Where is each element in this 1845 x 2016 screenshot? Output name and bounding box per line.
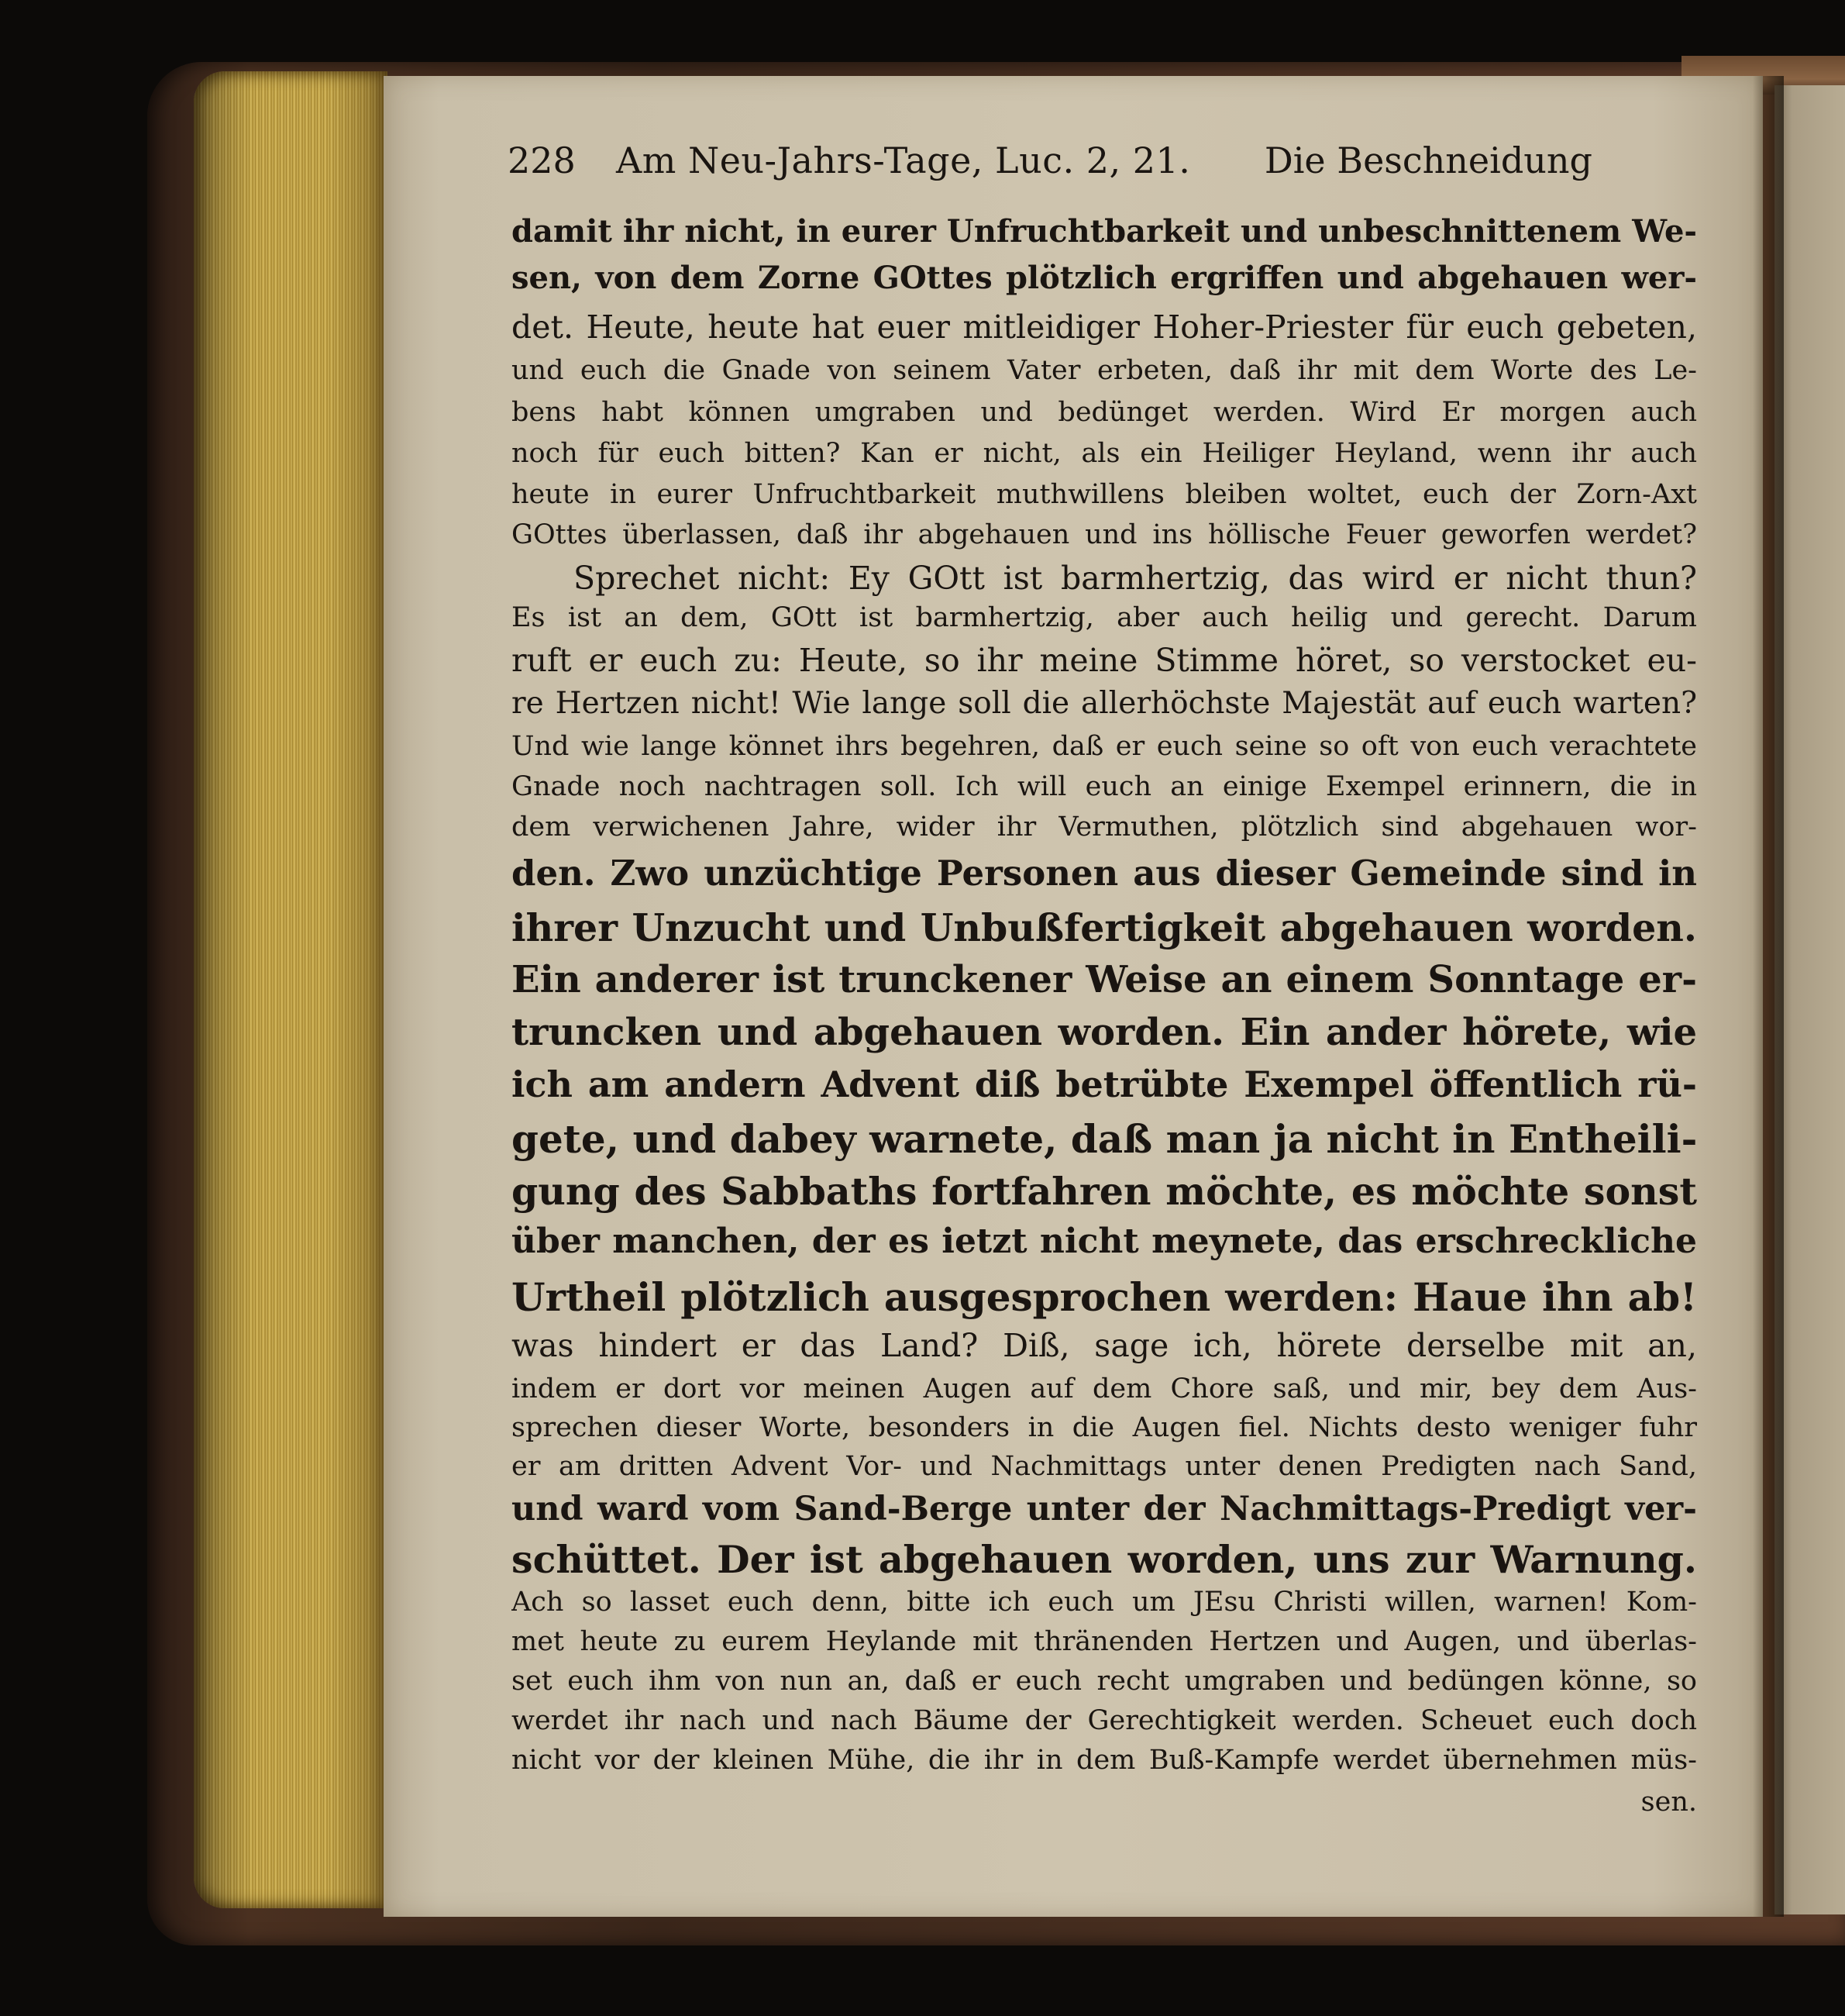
text-line: noch für euch bitten? Kan er nicht, als ein Heiliger Heyland, wenn ihr auch xyxy=(511,438,1697,469)
running-title: Am Neu-Jahrs-Tage, Luc. 2, 21. xyxy=(616,140,1191,181)
text-line: Gnade noch nachtragen soll. Ich will euch an einige Exempel erinnern, die in xyxy=(511,771,1697,802)
text-line: ruft er euch zu: Heute, so ihr meine Stimme höret, so verstocket eu- xyxy=(511,642,1697,679)
text-line: Urtheil plötzlich ausgesprochen werden: Haue ihn ab! xyxy=(511,1274,1697,1320)
text-line: sprechen dieser Worte, besonders in die Augen fiel. Nichts desto weniger fuhr xyxy=(511,1412,1697,1443)
text-line: re Hertzen nicht! Wie lange soll die allerhöchste Majestät auf euch warten? xyxy=(511,686,1697,721)
text-line: gung des Sabbaths fortfahren möchte, es möchte sonst xyxy=(511,1169,1697,1214)
text-line: Und wie lange könnet ihrs begehren, daß er euch seine so oft von euch verachtete xyxy=(511,731,1697,762)
page-number: 228 xyxy=(508,140,576,181)
text-line: met heute zu eurem Heylande mit thränenden Hertzen und Augen, und überlas- xyxy=(511,1626,1697,1657)
text-line: und euch die Gnade von seinem Vater erbeten, daß ihr mit dem Worte des Le- xyxy=(511,355,1697,386)
text-line: Es ist an dem, GOtt ist barmhertzig, aber auch heilig und gerecht. Darum xyxy=(511,602,1697,633)
text-line: ihrer Unzucht und Unbußfertigkeit abgehauen worden. xyxy=(511,905,1697,950)
text-line: sen. xyxy=(1640,1787,1697,1818)
gutter-shadow xyxy=(1753,76,1784,1917)
text-line: und ward vom Sand-Berge unter der Nachmittags-Predigt ver- xyxy=(511,1490,1697,1528)
text-line: ich am andern Advent diß betrübte Exempel öffentlich rü- xyxy=(511,1063,1697,1105)
text-line: Sprechet nicht: Ey GOtt ist barmhertzig, das wird er nicht thun? xyxy=(573,560,1697,597)
text-line: er am dritten Advent Vor- und Nachmittags unter denen Predigten nach Sand, xyxy=(511,1451,1697,1482)
facing-page xyxy=(1774,85,1845,1914)
text-line: indem er dort vor meinen Augen auf dem Chore saß, und mir, bey dem Aus- xyxy=(511,1373,1697,1404)
text-line: was hindert er das Land? Diß, sage ich, hörete derselbe mit an, xyxy=(511,1327,1697,1364)
text-line: Ach so lasset euch denn, bitte ich euch um JEsu Christi willen, warnen! Kom- xyxy=(511,1587,1697,1618)
text-line: bens habt können umgraben und bedünget werden. Wird Er morgen auch xyxy=(511,397,1697,428)
running-subject: Die Beschneidung xyxy=(1264,140,1592,181)
text-line: set euch ihm von nun an, daß er euch recht umgraben und bedüngen könne, so xyxy=(511,1666,1697,1697)
text-line: sen, von dem Zorne GOttes plötzlich ergriffen und abgehauen wer- xyxy=(511,260,1697,296)
text-line: GOttes überlassen, daß ihr abgehauen und ins höllische Feuer geworfen werdet? xyxy=(511,519,1697,550)
text-line: gete, und dabey warnete, daß man ja nicht in Entheili- xyxy=(511,1116,1697,1162)
text-line: nicht vor der kleinen Mühe, die ihr in dem Buß-Kampfe werdet übernehmen müs- xyxy=(511,1745,1697,1776)
text-line: über manchen, der es ietzt nicht meynete, das erschreckliche xyxy=(511,1222,1697,1261)
text-line: damit ihr nicht, in eurer Unfruchtbarkeit und unbeschnittenem We- xyxy=(511,213,1697,250)
text-line: den. Zwo unzüchtige Personen aus dieser Gemeinde sind in xyxy=(511,853,1697,894)
text-line: schüttet. Der ist abgehauen worden, uns zur Warnung. xyxy=(511,1537,1697,1582)
text-line: det. Heute, heute hat euer mitleidiger Hoher-Priester für euch gebeten, xyxy=(511,308,1697,346)
text-line: Ein anderer ist trunckener Weise an einem Sonntage er- xyxy=(511,958,1697,1001)
text-line: truncken und abgehauen worden. Ein ander hörete, wie xyxy=(511,1011,1697,1054)
text-line: werdet ihr nach und nach Bäume der Gerechtigkeit werden. Scheuet euch doch xyxy=(511,1705,1697,1736)
text-line: dem verwichenen Jahre, wider ihr Vermuthen, plötzlich sind abgehauen wor- xyxy=(511,812,1697,843)
text-line: heute in eurer Unfruchtbarkeit muthwillens bleiben woltet, euch der Zorn-Axt xyxy=(511,479,1697,510)
running-head xyxy=(508,140,1592,194)
